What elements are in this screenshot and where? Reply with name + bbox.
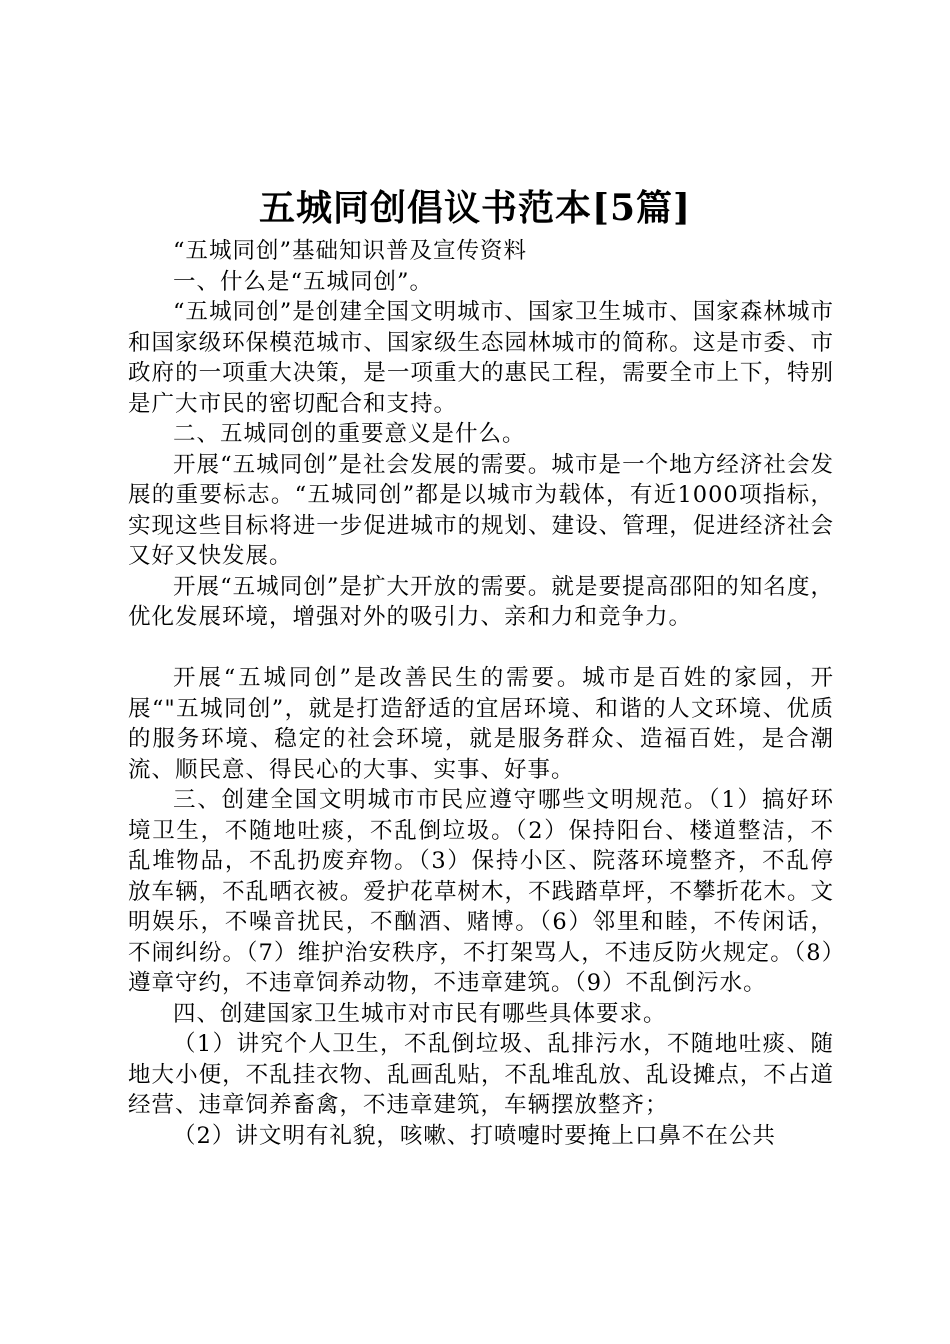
paragraph: 开展“五城同创”是社会发展的需要。城市是一个地方经济社会发展的重要标志。“五城同创”都是以城市为载体，有近1000项指标，实现这些目标将进一步促进城市的规划、建设、管理，促进经济社会又好又快发展。 [128,451,834,569]
blank-line [128,633,834,664]
paragraph-heading-3: 三、创建全国文明城市市民应遵守哪些文明规范。（1）搞好环境卫生，不随地吐痰，不乱倒垃圾。（2）保持阳台、楼道整洁，不乱堆物品，不乱扔废弃物。（3）保持小区、院落环境整齐，不乱停放车辆，不乱晒衣被。爱护花草树木，不践踏草坪，不攀折花木。文明娱乐，不噪音扰民，不酗酒、赌博。（6）邻里和睦，不传闲话，不闹纠纷。（7）维护治安秩序，不打架骂人，不违反防火规定。（8）遵章守约，不违章饲养动物，不违章建筑。（9）不乱倒污水。 [128,787,834,996]
paragraph: 开展“五城同创”是改善民生的需要。城市是百姓的家园，开展“"五城同创”，就是打造舒适的宜居环境、和谐的人文环境、优质的服务环境、稳定的社会环境，就是服务群众、造福百姓，是合潮流、顺民意、得民心的大事、实事、好事。 [128,665,834,783]
paragraph-heading-1: 一、什么是“五城同创”。 [173,268,434,295]
paragraph: “五城同创”是创建全国文明城市、国家卫生城市、国家森林城市和国家级环保模范城市、国家级生态园林城市的简称。这是市委、市政府的一项重大决策，是一项重大的惠民工程，需要全市上下，特别是广大市民的密切配合和支持。 [128,299,834,417]
document-title: 五城同创倡议书范本[5篇] [258,187,692,229]
paragraph-list-item: （1）讲究个人卫生，不乱倒垃圾、乱排污水，不随地吐痰、随地大小便，不乱挂衣物、乱画乱贴，不乱堆乱放、乱设摊点，不占道经营、违章饲养畜禽，不违章建筑，车辆摆放整齐； [128,1031,834,1118]
paragraph-list-item: （2）讲文明有礼貌，咳嗽、打喷嚏时要掩上口鼻不在公共 [173,1122,776,1149]
paragraph: 开展“五城同创”是扩大开放的需要。就是要提高邵阳的知名度，优化发展环境，增强对外的吸引力、亲和力和竞争力。 [128,573,834,630]
paragraph-subtitle: “五城同创”基础知识普及宣传资料 [173,238,528,264]
paragraph-heading-4: 四、创建国家卫生城市对市民有哪些具体要求。 [173,1000,667,1027]
document-body [128,236,834,1151]
paragraph-heading-2: 二、五城同创的重要意义是什么。 [173,421,526,447]
